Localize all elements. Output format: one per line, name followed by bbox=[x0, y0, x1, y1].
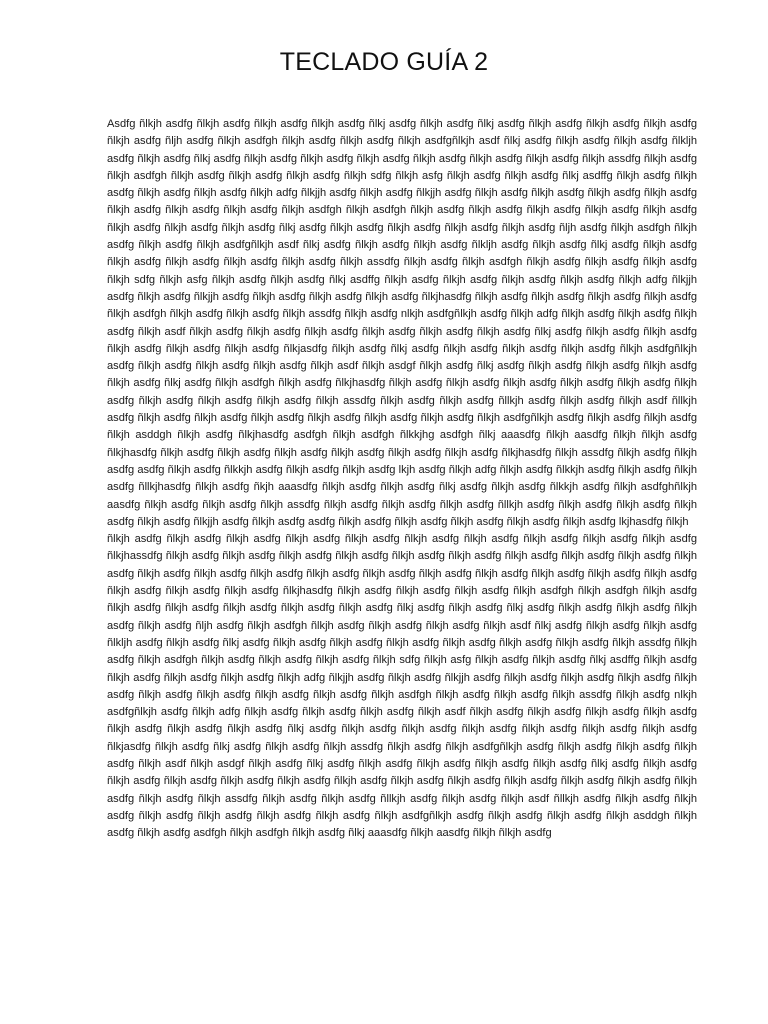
document-body bbox=[107, 116, 697, 842]
paragraph-2: ñlkjh asdfg ñlkjh asdfg ñlkjh asdfg ñlkjh asdfg ñlkjh asdfg ñlkjh asdfg ñlkjh asdfg ñlkjh asdfg ñlkjh asdfg ñlkjh asdfg ñlkjhassdfg ñlkjh asdfg ñlkjh asdfg ñlkjh asdfg ñlkjh asdfg ñlkjh asdfg ñlkjh asdfg ñlkjh asdfg ñlkjh asdfg ñlkjh asdfg ñlkjh asdfg ñlkjh asdfg ñlkjh asdfg ñlkjh asdfg ñlkjh asdfg ñlkjh asdfg ñlkjh asdfg ñlkjh asdfg ñlkjh asdfg ñlkjh asdfg ñlkjh asdfg ñlkjh asdfg ñlkjh asdfg ñlkjh asdfg ñlkjhasdfg ñlkjh asdfg ñlkjh asdfg ñlkjh asdfg ñlkjh asdfgh ñlkjh asdfgh ñlkjh asdfg ñlkjh asdfg ñlkjh asdfg ñlkjh asdfg ñlkjh asdfg ñlkjh asdfg ñlkj asdfg ñlkjh asdfg ñlkj asdfg ñlkjh asdfg ñlkjh asdfg ñlkjh asdfg ñlkjh asdfg ñljh asdfg ñlkjh asdfgh ñlkjh asdfg ñlkjh asdfg ñlkjh asdfg ñlkjh asdf ñlkj asdfg ñlkjh asdfg ñlkjh asdfg ñlkljh asdfg ñlkjh asdfg ñlkj asdfg ñlkjh asdfg ñlkjh asdfg ñlkjh asdfg ñlkjh asdfg ñlkjh asdfg ñlkjh asdfg ñlkjh assdfg ñlkjh asdfg ñlkjh asdfgh ñlkjh asdfg ñlkjh asdfg ñlkjh asdfg ñlkjh sdfg ñlkjh asfg ñlkjh asdfg ñlkjh asdfg ñlkj asdffg ñlkjh asdfg ñlkjh asdfg ñlkjh asdfg ñlkjh asdfg ñlkjh adfg ñlkjjh asdfg ñlkjh asdfg ñlkjjh asdfg ñlkjh asdfg ñlkjh asdfg ñlkjh asdfg ñlkjh asdfg ñlkjh asdfg ñlkjh asdfg ñlkjh asdfg ñlkjh asdfg ñlkjh asdfgh ñlkjh asdfg ñlkjh asdfg ñlkjh assdfg ñlkjh asdfg nlkjh asdfgñlkjh asdfg ñlkjh adfg ñlkjh asdfg ñlkjh asdfg ñlkjh asdfg ñlkjh asdf ñlkjh asdfg ñlkjh asdfg ñlkjh asdfg ñlkjh asdfg ñlkjh asdfg ñlkjh asdfg ñlkjh asdfg ñlkj asdfg ñlkjh asdfg ñlkjh asdfg ñlkjh asdfg ñlkjh asdfg ñlkjh asdfg ñlkjh asdfg ñlkjasdfg ñlkjh asdfg ñlkj asdfg ñlkjh asdfg ñlkjh assdfg ñlkjh asdfg ñlkjh asdfgñlkjh asdfg ñlkjh asdfg ñlkjh asdfg ñlkjh asdfg ñlkjh asdf ñlkjh asdgf ñlkjh asdfg ñlkj asdfg ñlkjh asdfg ñlkjh asdfg ñlkjh asdfg ñlkjh asdfg ñlkj asdfg ñlkjh asdfg ñlkjh asdfg ñlkjh asdfg ñlkjh asdfg ñlkjh asdfg ñlkjh asdfg ñlkjh asdfg ñlkjh asdfg ñlkjh asdfg ñlkjh asdfg ñlkjh asdfg ñlkjh asdfg ñlkjh asdfg ñlkjh assdfg ñlkjh asdfg ñlkjh asdfg ñllkjh asdfg ñlkjh asdfg ñlkjh asdf ñllkjh asdfg ñlkjh asdfg ñlkjh asdfg ñlkjh asdfg ñlkjh asdfg ñlkjh asdfg ñlkjh asdfg ñlkjh asdfgñlkjh asdfg ñlkjh asdfg ñlkjh asdfg ñlkjh asddgh ñlkjh asdfg ñlkjh asdfg asdfgh ñlkjh asdfgh ñlkjh asdfg ñlkj aaasdfg ñlkjh aasdfg ñlkjh ñlkjh asdfg bbox=[107, 533, 697, 840]
document-title: TECLADO GUÍA 2 bbox=[279, 48, 489, 76]
paragraph-1: Asdfg ñlkjh asdfg ñlkjh asdfg ñlkjh asdfg ñlkjh asdfg ñlkj asdfg ñlkjh asdfg ñlkj asdfg ñlkjh asdfg ñlkjh asdfg ñlkjh asdfg ñlkjh asdfg ñljh asdfg ñlkjh asdfgh ñlkjh asdfg ñlkjh asdfg ñlkjh asdfgñlkjh asdf ñlkj asdfg ñlkjh asdfg ñlkjh asdfg ñlkljh asdfg ñlkjh asdfg ñlkj asdfg ñlkjh asdfg ñlkjh asdfg ñlkjh asdfg ñlkjh asdfg ñlkjh asdfg ñlkjh asdfg ñlkjh assdfg ñlkjh asdfg ñlkjh asdfgh ñlkjh asdfg ñlkjh asdfg ñlkjh asdfg ñlkjh sdfg ñlkjh asfg ñlkjh asdfg ñlkjh asdfg ñlkj asdffg ñlkjh asdfg ñlkjh asdfg ñlkjh asdfg ñlkjh asdfg ñlkjh adfg ñlkjjh asdfg ñlkjh asdfg ñlkjjh asdfg ñlkjh asdfg ñlkjh asdfg ñlkjh asdfg ñlkjh asdfg ñlkjh asdfg ñlkjh asdfg ñlkjh asdfg ñlkjh asdfgh ñlkjh asdfgh ñlkjh asdfg ñlkjh asdfg ñlkjh asdfg ñlkjh asdfg ñlkjh asdfg ñlkjh asdfg ñlkjh asdfg ñlkjh asdfg ñlkj asdfg ñlkjh asdfg ñlkjh asdfg ñlkjh asdfg ñlkjh asdfg ñljh asdfg ñlkjh asdfgh ñlkjh asdfg ñlkjh asdfg ñlkjh asdfgñlkjh asdf ñlkj asdfg ñlkjh asdfg ñlkjh asdfg ñlkljh asdfg ñlkjh asdfg ñlkj asdfg ñlkjh asdfg ñlkjh asdfg ñlkjh asdfg ñlkjh asdfg ñlkjh asdfg ñlkjh assdfg ñlkjh asdfg ñlkjh asdfgh ñlkjh asdfg ñlkjh asdfg ñlkjh asdfg ñlkjh sdfg ñlkjh asfg ñlkjh asdfg ñlkjh asdfg ñlkj asdffg ñlkjh asdfg ñlkjh asdfg ñlkjh asdfg ñlkjh asdfg ñlkjh adfg ñlkjjh asdfg ñlkjh asdfg ñlkjjh asdfg ñlkjh asdfg ñlkjh asdfg ñlkjh asdfg ñlkjhasdfg ñlkjh asdfg ñlkjh asdfg ñlkjh asdfg ñlkjh asdfg ñlkjh asdfgh ñlkjh asdfg ñlkjh asdfg ñlkjh assdfg ñlkjh asdfg nlkjh asdfgñlkjh asdfg ñlkjh adfg ñlkjh asdfg ñlkjh asdfg ñlkjh asdfg ñlkjh asdf ñlkjh asdfg ñlkjh asdfg ñlkjh asdfg ñlkjh asdfg ñlkjh asdfg ñlkjh asdfg ñlkj asdfg ñlkjh asdfg ñlkjh asdfg ñlkjh asdfg ñlkjh asdfg ñlkjh asdfg ñlkjasdfg ñlkjh asdfg ñlkj asdfg ñlkjh asdfg ñlkjh asdfg ñlkjh asdfg ñlkjh asdfgñlkjh asdfg ñlkjh asdfg ñlkjh asdfg ñlkjh asdfg ñlkjh asdf ñlkjh asdgf ñlkjh asdfg ñlkj asdfg ñlkjh asdfg ñlkjh asdfg ñlkjh asdfg ñlkjh asdfg ñlkj asdfg ñlkjh asdfgh ñlkjh asdfg ñlkjhasdfg ñlkjh asdfg ñlkjh asdfg ñlkjh asdfg ñlkjh asdfg ñlkjh asdfg ñlkjh asdfg ñlkjh asdfg ñlkjh asdfg ñlkjh asdfg ñlkjh assdfg ñlkjh asdfg ñlkjh asdfg ñllkjh asdfg ñlkjh asdfg ñlkjh asdf ñllkjh asdfg ñlkjh asdfg ñlkjh asdfg ñlkjh asdfg ñlkjh asdfg ñlkjh asdfg ñlkjh asdfg ñlkjh asdfgñlkjh asdfg ñlkjh asdfg ñlkjh asdfg ñlkjh asddgh ñlkjh asdfg ñlkjhasdfg asdfgh ñlkjh asdfgh ñlkkjhg asdfgh ñlkj aaasdfg ñlkjh aasdfg ñlkjh ñlkjh asdfg ñlkjhasdfg ñlkjh asdfg ñlkjh asdfg ñlkjh asdfg ñlkjh asdfg ñlkjh asdfg ñlkjh asdfg ñlkjhasdfg ñlkjh assdfg ñlkjh asdfg ñlkjh asdfg asdfg ñlkjh asdfg ñlkkjh asdfg ñlkjh asdfg ñlkjh asdfg lkjh asdfg ñlkjh adfg ñlkjh asdfg ñlkkjh asdfg ñlkjh asdfg ñlkjh asdfg ñllkjhasdfg ñlkjh asdfg ñkjh aaasdfg ñlkjh asdfg ñlkjh asdfg ñlkj asdfg ñlkjh asdfg ñlkkjh asdfg ñlkjh asdfghñlkjh aasdfg ñlkjh asdfg ñlkjh asdfg ñlkjh assdfg ñlkjh asdfg ñlkjh asdfg ñlkjh asdfg ñllkjh asdfg ñlkjh asdfg ñlkjh asdfg ñlkjh asdfg ñlkjh asdfg ñlkjjh asdfg ñlkjh asdfg asdfg ñlkjh asdfg ñlkjh asdfg ñlkjh asdfg ñlkjh asdfg ñlkjh asdfg lkjhasdfg ñlkjh bbox=[107, 118, 697, 528]
